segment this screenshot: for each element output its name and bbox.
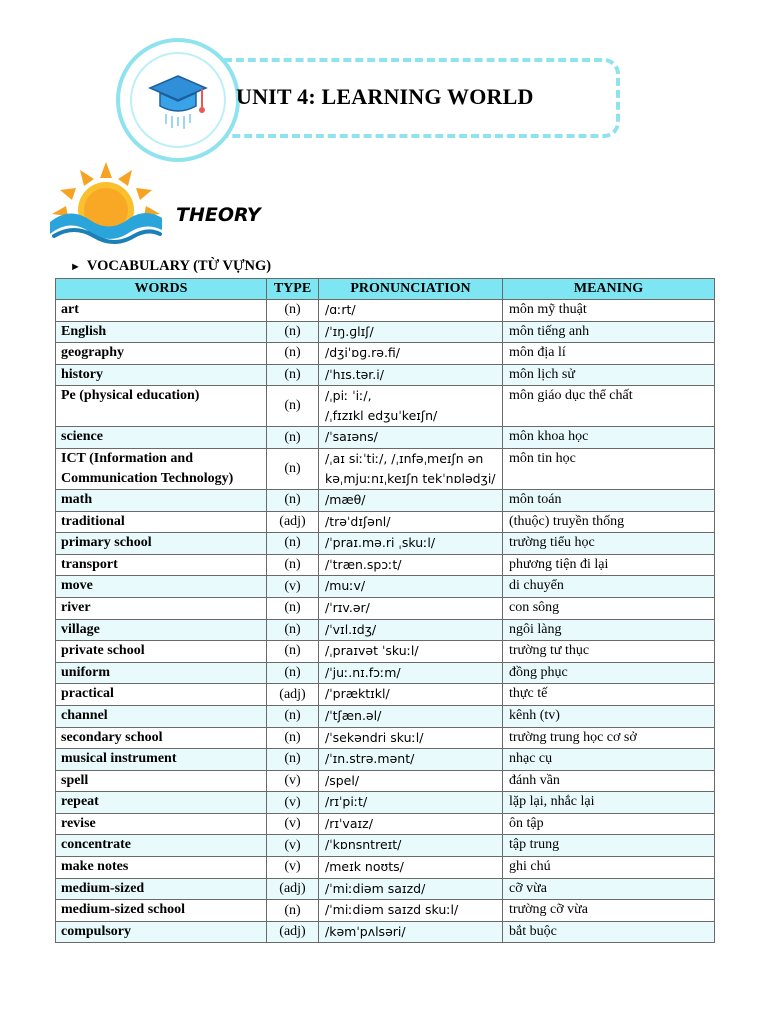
meaning-cell: bắt buộc: [503, 921, 715, 943]
table-row: [56, 321, 715, 343]
meaning-cell: môn khoa học: [503, 427, 715, 449]
meaning-cell: môn mỹ thuật: [503, 300, 715, 322]
pronunciation-cell: /mæθ/: [319, 489, 503, 511]
word-cell: make notes: [56, 857, 267, 879]
type-cell: (n): [267, 386, 319, 427]
meaning-cell: môn toán: [503, 489, 715, 511]
word-cell: math: [56, 489, 267, 511]
type-cell: (v): [267, 770, 319, 792]
word-cell: practical: [56, 684, 267, 706]
meaning-cell: ghi chú: [503, 857, 715, 879]
word-cell: Pe (physical education): [56, 386, 267, 427]
word-cell: art: [56, 300, 267, 322]
table-row: [56, 489, 715, 511]
meaning-cell: tập trung: [503, 835, 715, 857]
pronunciation-cell: /ˌpraɪvət ˈskuːl/: [319, 641, 503, 663]
meaning-cell: di chuyển: [503, 576, 715, 598]
pronunciation-cell: /trəˈdɪʃənl/: [319, 511, 503, 533]
type-cell: (v): [267, 857, 319, 879]
table-row: [56, 813, 715, 835]
meaning-cell: môn tiếng anh: [503, 321, 715, 343]
table-row: [56, 684, 715, 706]
meaning-cell: ngôi làng: [503, 619, 715, 641]
word-cell: uniform: [56, 662, 267, 684]
word-cell: river: [56, 597, 267, 619]
meaning-cell: ôn tập: [503, 813, 715, 835]
pronunciation-cell: /ˈmiːdiəm saɪzd skuːl/: [319, 900, 503, 922]
graduation-cap-icon: [146, 68, 210, 132]
table-row: [56, 619, 715, 641]
type-cell: (n): [267, 727, 319, 749]
pronunciation-cell: /muːv/: [319, 576, 503, 598]
meaning-cell: thực tế: [503, 684, 715, 706]
table-row: [56, 364, 715, 386]
pronunciation-cell: /ˈtʃæn.əl/: [319, 705, 503, 727]
table-row: [56, 792, 715, 814]
pronunciation-cell: /ˈpraɪ.mə.ri ˌskuːl/: [319, 533, 503, 555]
type-cell: (n): [267, 489, 319, 511]
meaning-cell: trường trung học cơ sở: [503, 727, 715, 749]
type-cell: (n): [267, 641, 319, 663]
table-row: [56, 921, 715, 943]
table-row: [56, 386, 715, 427]
type-cell: (n): [267, 343, 319, 365]
pronunciation-cell: /ˈɪŋ.ɡlɪʃ/: [319, 321, 503, 343]
table-row: [56, 448, 715, 489]
word-cell: medium-sized school: [56, 900, 267, 922]
word-cell: move: [56, 576, 267, 598]
column-header-pronunciation: PRONUNCIATION: [319, 279, 503, 300]
pronunciation-cell: /ˈhɪs.tər.i/: [319, 364, 503, 386]
pronunciation-cell: /dʒiˈɒɡ.rə.fi/: [319, 343, 503, 365]
vocabulary-heading: [70, 258, 271, 275]
meaning-cell: lặp lại, nhắc lại: [503, 792, 715, 814]
type-cell: (v): [267, 835, 319, 857]
word-cell: private school: [56, 641, 267, 663]
word-cell: channel: [56, 705, 267, 727]
column-header-words: WORDS: [56, 279, 267, 300]
table-row: [56, 878, 715, 900]
meaning-cell: đánh vần: [503, 770, 715, 792]
pronunciation-cell: /ˈtræn.spɔːt/: [319, 554, 503, 576]
pronunciation-cell: /rɪˈvaɪz/: [319, 813, 503, 835]
word-cell: concentrate: [56, 835, 267, 857]
table-row: [56, 835, 715, 857]
table-row: [56, 900, 715, 922]
table-row: [56, 343, 715, 365]
type-cell: (v): [267, 792, 319, 814]
page-title: UNIT 4: LEARNING WORLD: [236, 84, 534, 109]
pronunciation-cell: /ˈsekəndri skuːl/: [319, 727, 503, 749]
meaning-cell: trường tiểu học: [503, 533, 715, 555]
pronunciation-cell: /spel/: [319, 770, 503, 792]
meaning-cell: trường tư thục: [503, 641, 715, 663]
word-cell: ICT (Information and Communication Technology): [56, 448, 267, 489]
type-cell: (n): [267, 900, 319, 922]
table-row: [56, 641, 715, 663]
table-row: [56, 554, 715, 576]
type-cell: (adj): [267, 921, 319, 943]
table-row: [56, 533, 715, 555]
type-cell: (n): [267, 427, 319, 449]
meaning-cell: môn lịch sử: [503, 364, 715, 386]
type-cell: (v): [267, 813, 319, 835]
pronunciation-cell: /ˌaɪ siːˈtiː/, /ˌɪnfəˌmeɪʃn ən kəˌmjuːnɪˌkeɪʃn tekˈnɒlədʒi/: [319, 448, 503, 489]
pronunciation-cell: /ˈrɪv.ər/: [319, 597, 503, 619]
table-row: [56, 511, 715, 533]
type-cell: (n): [267, 749, 319, 771]
table-row: [56, 857, 715, 879]
type-cell: (adj): [267, 878, 319, 900]
word-cell: English: [56, 321, 267, 343]
meaning-cell: kênh (tv): [503, 705, 715, 727]
pronunciation-cell: /ˈvɪl.ɪdʒ/: [319, 619, 503, 641]
type-cell: (n): [267, 554, 319, 576]
meaning-cell: môn giáo dục thể chất: [503, 386, 715, 427]
pronunciation-cell: /ˈmiːdiəm saɪzd/: [319, 878, 503, 900]
table-row: [56, 705, 715, 727]
type-cell: (n): [267, 300, 319, 322]
word-cell: revise: [56, 813, 267, 835]
word-cell: transport: [56, 554, 267, 576]
word-cell: spell: [56, 770, 267, 792]
type-cell: (n): [267, 662, 319, 684]
column-header-type: TYPE: [267, 279, 319, 300]
table-row: [56, 662, 715, 684]
vocabulary-heading-text: VOCABULARY (TỪ VỰNG): [86, 258, 272, 274]
type-cell: (n): [267, 619, 319, 641]
arrow-bullet-icon: ►: [70, 261, 81, 273]
type-cell: (n): [267, 705, 319, 727]
pronunciation-cell: /kəmˈpʌlsəri/: [319, 921, 503, 943]
type-cell: (v): [267, 576, 319, 598]
meaning-cell: trường cỡ vừa: [503, 900, 715, 922]
pronunciation-cell: /meɪk noʊts/: [319, 857, 503, 879]
section-title: THEORY: [176, 204, 261, 226]
meaning-cell: (thuộc) truyền thống: [503, 511, 715, 533]
table-row: [56, 727, 715, 749]
table-row: [56, 300, 715, 322]
word-cell: geography: [56, 343, 267, 365]
type-cell: (adj): [267, 511, 319, 533]
type-cell: (adj): [267, 684, 319, 706]
type-cell: (n): [267, 448, 319, 489]
meaning-cell: đồng phục: [503, 662, 715, 684]
table-row: [56, 427, 715, 449]
meaning-cell: cỡ vừa: [503, 878, 715, 900]
pronunciation-cell: /rɪˈpiːt/: [319, 792, 503, 814]
pronunciation-cell: /ˈɪn.strə.mənt/: [319, 749, 503, 771]
pronunciation-cell: /ˈkɒnsntreɪt/: [319, 835, 503, 857]
table-row: [56, 576, 715, 598]
sun-wave-icon: [48, 160, 164, 248]
word-cell: compulsory: [56, 921, 267, 943]
meaning-cell: môn địa lí: [503, 343, 715, 365]
word-cell: traditional: [56, 511, 267, 533]
meaning-cell: nhạc cụ: [503, 749, 715, 771]
word-cell: science: [56, 427, 267, 449]
pronunciation-cell: /ˈsaɪəns/: [319, 427, 503, 449]
meaning-cell: con sông: [503, 597, 715, 619]
type-cell: (n): [267, 364, 319, 386]
pronunciation-cell: /ɑːrt/: [319, 300, 503, 322]
word-cell: history: [56, 364, 267, 386]
table-row: [56, 770, 715, 792]
vocabulary-table-body: [56, 300, 715, 943]
word-cell: repeat: [56, 792, 267, 814]
vocabulary-table: [55, 278, 715, 943]
pronunciation-cell: /ˈjuː.nɪ.fɔːm/: [319, 662, 503, 684]
meaning-cell: phương tiện đi lại: [503, 554, 715, 576]
meaning-cell: môn tin học: [503, 448, 715, 489]
type-cell: (n): [267, 533, 319, 555]
column-header-meaning: MEANING: [503, 279, 715, 300]
type-cell: (n): [267, 597, 319, 619]
table-row: [56, 749, 715, 771]
pronunciation-cell: /ˌpiː ˈiː/, /ˌfɪzɪkl edʒuˈkeɪʃn/: [319, 386, 503, 427]
table-header-row: [56, 279, 715, 300]
type-cell: (n): [267, 321, 319, 343]
word-cell: medium-sized: [56, 878, 267, 900]
word-cell: musical instrument: [56, 749, 267, 771]
word-cell: primary school: [56, 533, 267, 555]
table-row: [56, 597, 715, 619]
word-cell: village: [56, 619, 267, 641]
word-cell: secondary school: [56, 727, 267, 749]
pronunciation-cell: /ˈpræktɪkl/: [319, 684, 503, 706]
